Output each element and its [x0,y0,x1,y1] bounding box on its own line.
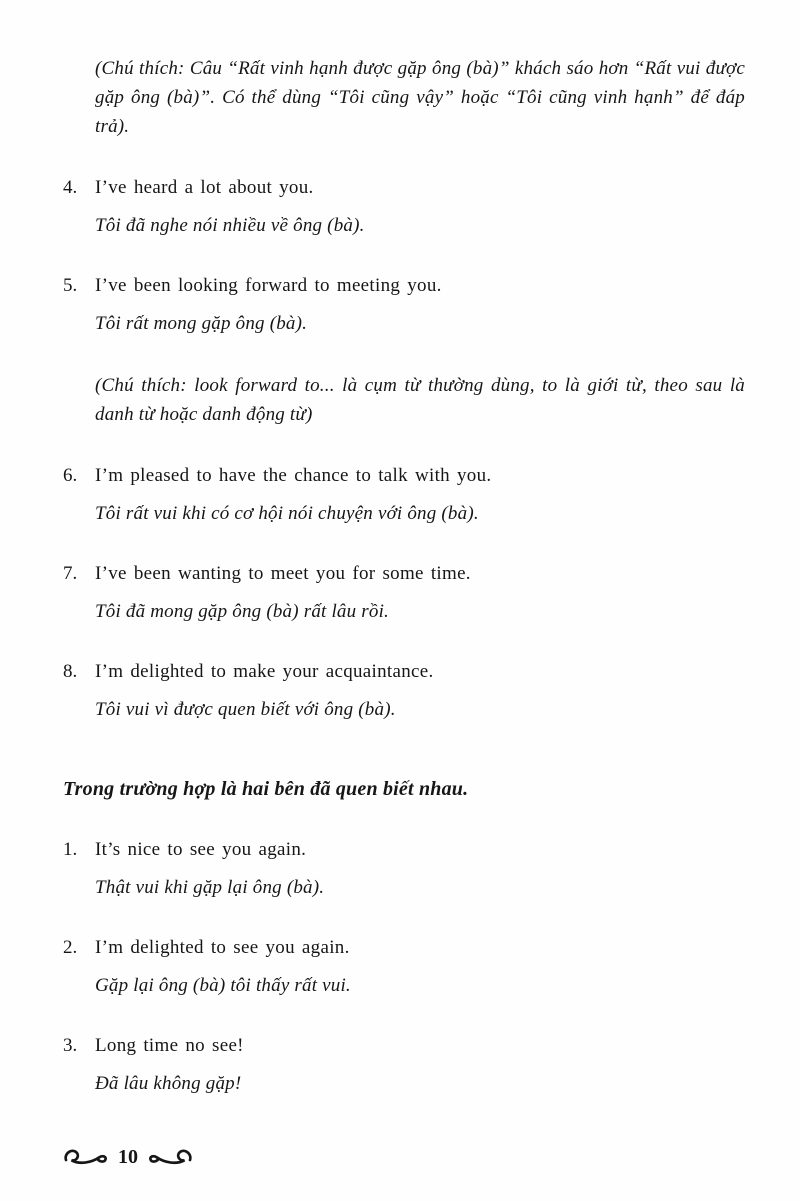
item-number: 3. [63,1035,78,1056]
vietnamese-translation: Tôi vui vì được quen biết với ông (bà). [95,699,396,720]
note-paragraph: (Chú thích: look forward to... là cụm từ thường dùng, to là giới từ, theo sau là danh từ hoặc danh động từ) [95,375,745,425]
phrase-lines [95,837,753,901]
phrase-lines [95,561,753,625]
phrase-item [63,659,753,723]
vietnamese-translation: Tôi rất mong gặp ông (bà). [95,313,308,334]
phrase-item [63,935,753,999]
floral-ornament-left-icon [63,1147,109,1167]
vietnamese-translation: Tôi đã mong gặp ông (bà) rất lâu rồi. [95,601,389,622]
section-heading: Trong trường hợp là hai bên đã quen biết nhau. [63,778,469,800]
phrase-lines [95,935,753,999]
english-phrase: I’ve been wanting to meet you for some time. [95,563,471,584]
vietnamese-translation: Đã lâu không gặp! [95,1073,242,1094]
english-phrase: I’ve heard a lot about you. [95,177,314,198]
phrase-item [63,175,753,239]
phrase-item [63,561,753,625]
phrase-item [63,463,753,527]
phrase-lines [95,463,753,527]
item-number: 2. [63,937,78,958]
english-phrase: Long time no see! [95,1035,244,1056]
page-footer [63,1147,193,1167]
english-phrase: I’m pleased to have the chance to talk with you. [95,465,492,486]
english-phrase: It’s nice to see you again. [95,839,307,860]
item-number: 1. [63,839,78,860]
page-number: 10 [118,1146,138,1168]
item-number: 6. [63,465,78,486]
vietnamese-translation: Thật vui khi gặp lại ông (bà). [95,877,325,898]
phrase-item [63,837,753,901]
english-phrase: I’m delighted to see you again. [95,937,350,958]
item-number: 4. [63,177,78,198]
phrase-lines [95,659,753,723]
vietnamese-translation: Tôi rất vui khi có cơ hội nói chuyện với ông (bà). [95,503,479,524]
vietnamese-translation: Gặp lại ông (bà) tôi thấy rất vui. [95,975,351,996]
english-phrase: I’m delighted to make your acquaintance. [95,661,434,682]
item-number: 8. [63,661,78,682]
english-phrase: I’ve been looking forward to meeting you. [95,275,442,296]
item-number: 7. [63,563,78,584]
item-number: 5. [63,275,78,296]
phrase-item [63,1033,753,1097]
phrase-item [63,273,753,337]
phrase-lines [95,1033,753,1097]
floral-ornament-right-icon [147,1147,193,1167]
vietnamese-translation: Tôi đã nghe nói nhiều về ông (bà). [95,215,365,236]
phrase-lines [95,175,753,239]
note-paragraph: (Chú thích: Câu “Rất vinh hạnh được gặp ông (bà)” khách sáo hơn “Rất vui được gặp ông (bà)”. Có thể dùng “Tôi cũng vậy” hoặc “Tôi cũng vinh hạnh” để đáp trả). [95,58,745,137]
phrase-lines [95,273,753,337]
